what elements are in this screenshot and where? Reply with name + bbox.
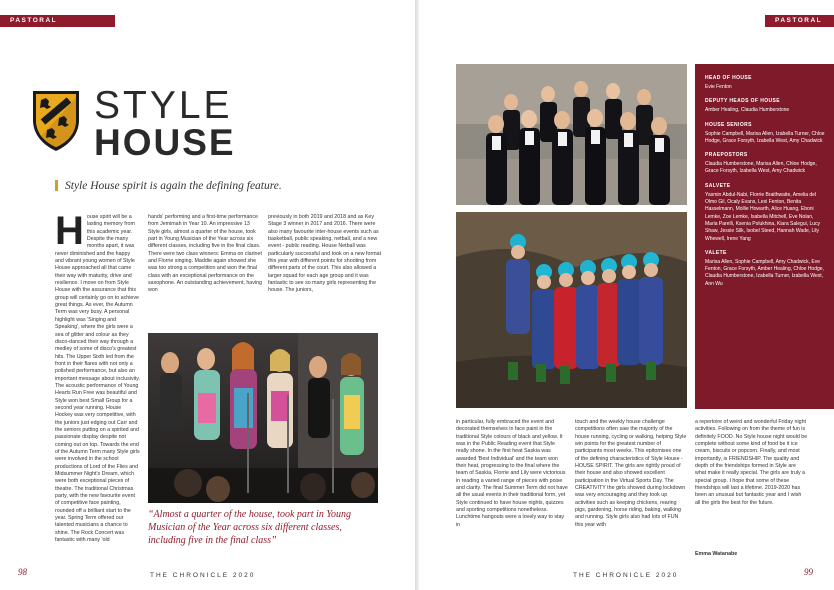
publication-name-left: THE CHRONICLE 2020 — [150, 572, 256, 579]
sidebar-text: Evie Fenton — [705, 84, 732, 90]
caving-group-photo — [456, 212, 687, 408]
article-column-2 — [148, 214, 262, 295]
subtitle-marker — [55, 180, 58, 191]
article-text-col1: ouse spirit will be a lasting memory from this academic year. Despite the many months apart, it was never diminished and the happy and vibrant young women of Style House approached all that came their way with maturity, drive and resilience. I move on from Style House with the assurance that this group will certainly go on to achieve great things. As ever, the Autumn Term was very busy. A personal highlight was 'Singing and Speaking', where the girls were a sea of glitter and colour as they disco-danced their way through a medley of some of disco's greatest hits. The Upper Sixth led from the front in their flares with not only a polished performance, but also an important message about inclusivity. The acoustic performance of Young Hearts Run Free was beautiful and Style won best Small Group for a second year running. House Hockey was very competitive, with the juniors just edging out Carr and the seniors putting on a spirited and passionate display despite not coming out on top. Towards the end of the Autumn Term many Style girls were involved in the school productions of Lord of the Flies and Midsummer Night's Dream, which were both exceptional pieces of theatre. The traditional Christmas party, with the new favourite event of competitive face painting, rounded off a brilliant start to the year. Spring Term offered our talented musicians a chance to shine. The Rock Concert was fantastic with many 'old — [55, 214, 140, 544]
pull-quote: “Almost a quarter of the house, took part in Young Musician of the Year across six different classes, including five in the final class” — [148, 509, 351, 546]
sidebar-text: Sophie Campbell, Marisa Allen, Izabella Turner, Chloe Hodge, Grace Forsyth, Izabella West, Amy Chadwick — [705, 130, 825, 144]
page-number-right: 99 — [804, 567, 813, 577]
page-title-line1: STYLE — [94, 84, 233, 127]
article-column-6 — [695, 419, 808, 507]
article-column-3 — [268, 214, 382, 295]
singers-photo — [148, 333, 378, 503]
article-column-4 — [456, 419, 568, 529]
shield-crest-icon — [29, 88, 83, 154]
sidebar-text: Claudia Humberstone, Marisa Allen, Chloe Hodge, Grace Forsyth, Izabella West, Amy Chadwick — [705, 161, 817, 175]
sidebar-heading: PRAEPOSTORS — [705, 152, 748, 159]
sidebar-heading: HEAD OF HOUSE — [705, 75, 752, 81]
article-column-1 — [55, 209, 140, 544]
sidebar-heading: HOUSE SENIORS — [705, 121, 752, 128]
article-text-col3: previously in both 2019 and 2018 and as Key Stage 3 winner in 2017 and 2016. There were also many favourite inter-house events such as basketball, public speaking, netball, and a new event - public reading. House Netball was particularly successful and took on a new format this year with different points for shooting from different parts of the court. This also allowed a larger squad for each age group and it was fantastic to see so many girls representing the house. The juniors, — [268, 214, 382, 294]
article-text-col5: touch and the weekly house challenge competitions often saw the majority of the house running, cycling or walking, helping Style win points for the greatest number of participants most weeks. This epitomises one of the defining characteristics of Style House - HOUSE SPIRIT. The girls are rightly proud of their house and also showed excellent participation in the Virtual Sports Day. The CREATIVITY the girls showed during lockdown was very encouraging and they took up activities such as keeping chickens, rearing pigs, gardening, horse riding, baking, walking and running. Style girls also had lots of FUN this year with — [575, 419, 687, 528]
sidebar-heading: VALETE — [705, 249, 727, 256]
article-column-5 — [575, 419, 687, 529]
publication-name-right: THE CHRONICLE 2020 — [573, 572, 679, 579]
article-author: Emma Watanabe — [695, 551, 738, 557]
sidebar-heading: DEPUTY HEADS OF HOUSE — [705, 98, 780, 105]
sidebar-heading: SALVETE — [705, 182, 731, 189]
page-gutter — [415, 0, 419, 590]
article-text-col4: in particular, fully embraced the event and decorated themselves in face paint in the traditional Style colours of black and yellow. It was in the Public Reading event that Style really shone. In the first heat Saskia was awarded 'Best Individual' and the team won their heat, progressing to the final where the team of Saskia, Florrie and Lily were victorious in reading a varied range of pieces with poise and clarity. The final Summer Term did not have all the usual events in their traditional form, yet Style continued to have house nights, quizzes and sporting competitions nonetheless. Lunchtime hangouts were a lovely way to stay in — [456, 419, 568, 528]
group-photo-steps — [456, 64, 687, 205]
section-tab-right: PASTORAL — [765, 15, 834, 27]
page-title-line2: HOUSE — [94, 122, 236, 163]
subtitle: Style House spirit is again the defining feature. — [65, 180, 282, 192]
article-text-col6: a repertoire of weird and wonderful Friday night activities. Following on from the theme of fun is definitely FOOD. No Style house night would be complete without some kind of food be it ice cream, biscuits or popcorn. Finally, and most importantly, is FRIENDSHIP. The quality and depth of the friendships formed in Style are what make it really special. The girls are truly a special group. I hope that some of these friendships will last a lifetime. 2019-2020 has been an unusual but fantastic year and I wish all the girls the best for the future. — [695, 419, 808, 506]
section-tab-left: PASTORAL — [0, 15, 115, 27]
sidebar-text: Marisa Allen, Sophie Campbell, Amy Chadwick, Eve Fenton, Grace Forsyth, Amber Healing, Chloe Hodge, Claudia Humberstone, Izabella Turner, Izabella West, Ann Wu — [705, 258, 824, 287]
article-text-col2: hands' performing and a first-time performance from Jemimah in Year 10. An impressive 13 Style girls, almost a quarter of the house, took part in Young Musician of the Year across six different classes, including five in the final class. There were two class winners: Emma on clarinet and Florrie singing. Maddie again showed she was too strong a competition and won the final class with an exceptional performance on the saxophone. An outstanding achievement, having won — [148, 214, 262, 294]
sidebar-text: Yasmin Abdul-Nabi, Florrie Braithwaite, Amelia del Olmo Gil, Ocaly Evans, Lexi Fenton, Benita Hasselmann, Mollie Howarth, Alice Huang, Eboni Lemke, Zoe Lemke, Isabella Mitchell, Eve Nolan, Maria Parelli, Ksenia Polukhina, Kiara Salegui, Lucy Shaw, Jessie Silk, Isobel Steed, Hannah Wade, Lily Whewell, Irene Yang — [705, 191, 821, 242]
drop-cap: H — [55, 209, 84, 253]
sidebar-text: Amber Healing, Claudia Humberstone — [705, 107, 790, 114]
page-number-left: 98 — [18, 567, 27, 577]
house-officers-sidebar — [695, 64, 834, 409]
